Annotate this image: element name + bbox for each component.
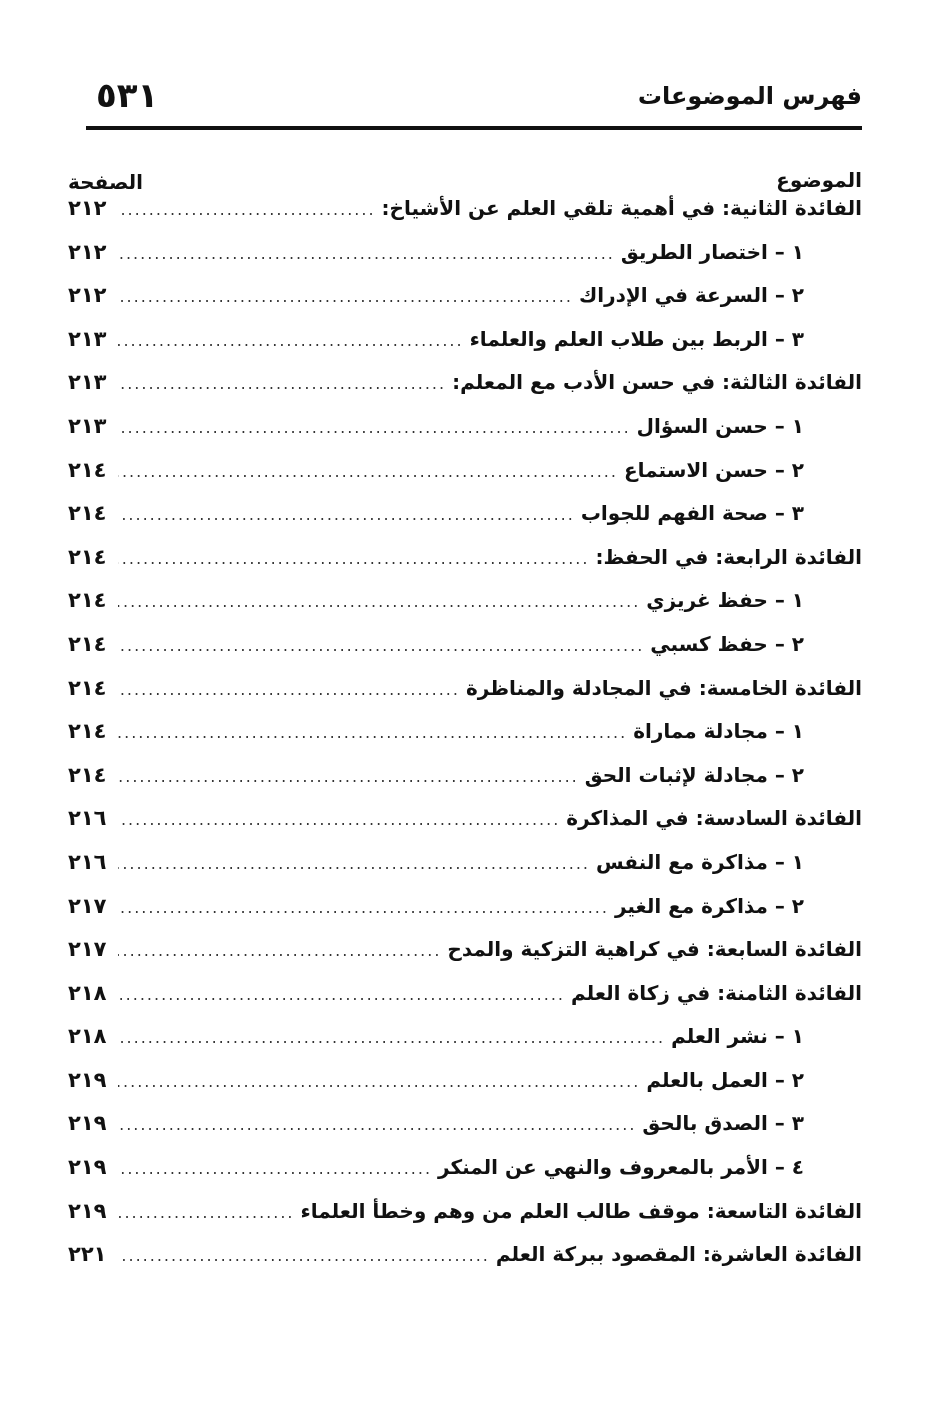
toc-entry [68, 240, 862, 284]
toc-entry-page: ٢١٢ [68, 239, 107, 264]
dot-leader [118, 1159, 432, 1178]
toc-entry [68, 1242, 862, 1286]
toc-entry-title: ١ – نشر العلم [671, 1024, 804, 1049]
running-header [86, 76, 862, 130]
toc-entry-page: ٢١٧ [68, 893, 107, 918]
toc-entry-page: ٢١٩ [68, 1067, 107, 1092]
toc-entry-page: ٢١٨ [68, 980, 107, 1005]
toc-entry [68, 850, 862, 894]
toc-entry-title: الفائدة العاشرة: المقصود ببركة العلم [495, 1242, 862, 1267]
dot-leader [118, 767, 579, 786]
toc-entry-title: ١ – حفظ غريزي [646, 588, 804, 613]
toc-entry [68, 676, 862, 720]
toc-entry [68, 1068, 862, 1112]
column-heading-page: الصفحة [68, 170, 144, 194]
toc-entry-page: ٢١٣ [68, 413, 107, 438]
dot-leader [118, 1028, 665, 1047]
toc-entry-title: ٣ – الربط بين طلاب العلم والعلماء [469, 326, 804, 351]
table-of-contents [68, 196, 862, 1286]
dot-leader [118, 1203, 295, 1222]
toc-entry-title: ٤ – الأمر بالمعروف والنهي عن المنكر [438, 1155, 804, 1180]
dot-leader [118, 941, 441, 960]
toc-entry-page: ٢١٤ [68, 588, 107, 613]
toc-entry-title: الفائدة السادسة: في المذاكرة [566, 806, 862, 831]
dot-leader [118, 418, 631, 437]
toc-entry-page: ٢٢١ [68, 1242, 107, 1267]
toc-entry-page: ٢١٦ [68, 806, 107, 831]
toc-entry-title: ٢ – العمل بالعلم [646, 1067, 804, 1092]
toc-entry-title: الفائدة الثانية: في أهمية تلقي العلم عن الأشياخ: [381, 196, 862, 220]
toc-entry-title: الفائدة الخامسة: في المجادلة والمناظرة [465, 675, 862, 700]
dot-leader [118, 200, 376, 219]
header-title: فهرس الموضوعات [637, 82, 862, 110]
toc-entry-page: ٢١٤ [68, 762, 107, 787]
column-heading-topic: الموضوع [776, 168, 862, 192]
toc-entry-title: ١ – مذاكرة مع النفس [596, 849, 804, 874]
toc-entry-title: ٢ – حفظ كسبي [650, 631, 804, 656]
toc-entry [68, 545, 862, 589]
toc-entry [68, 370, 862, 414]
toc-entry-page: ٢١٩ [68, 1155, 107, 1180]
dot-leader [118, 723, 627, 742]
toc-entry-title: ٢ – السرعة في الإدراك [578, 283, 804, 308]
toc-entry-page: ٢١٤ [68, 457, 107, 482]
toc-entry [68, 1199, 862, 1243]
toc-entry-page: ٢١٤ [68, 675, 107, 700]
toc-entry [68, 763, 862, 807]
toc-entry-page: ٢١٣ [68, 370, 107, 395]
toc-entry [68, 1111, 862, 1155]
toc-entry-title: ٣ – الصدق بالحق [642, 1111, 804, 1136]
toc-entry-title: الفائدة الثامنة: في زكاة العلم [571, 980, 862, 1005]
toc-entry-title: ٢ – مجادلة لإثبات الحق [584, 762, 804, 787]
toc-entry [68, 327, 862, 371]
dot-leader [118, 374, 446, 393]
dot-leader [118, 810, 560, 829]
dot-leader [118, 331, 464, 350]
toc-entry-title: ١ – حسن السؤال [636, 413, 804, 438]
dot-leader [118, 549, 589, 568]
dot-leader [118, 505, 575, 524]
toc-entry-page: ٢١٣ [68, 326, 107, 351]
toc-entry-page: ٢١٩ [68, 1111, 107, 1136]
toc-entry-title: ١ – اختصار الطريق [620, 239, 804, 264]
toc-entry [68, 981, 862, 1025]
toc-entry-page: ٢١٤ [68, 544, 107, 569]
toc-entry-page: ٢١٢ [68, 283, 107, 308]
dot-leader [118, 287, 573, 306]
toc-entry [68, 806, 862, 850]
toc-entry-page: ٢١٤ [68, 631, 107, 656]
toc-entry [68, 719, 862, 763]
toc-entry [68, 458, 862, 502]
dot-leader [118, 1246, 490, 1265]
page-number: ٥٣١ [96, 76, 159, 116]
dot-leader [118, 244, 615, 263]
dot-leader [118, 680, 460, 699]
dot-leader [118, 636, 644, 655]
toc-entry-page: ٢١٤ [68, 501, 107, 526]
toc-entry-title: الفائدة الرابعة: في الحفظ: [595, 544, 862, 569]
dot-leader [118, 854, 590, 873]
dot-leader [118, 985, 565, 1004]
toc-entry [68, 414, 862, 458]
toc-entry-page: ٢١٩ [68, 1198, 107, 1223]
toc-entry [68, 588, 862, 632]
dot-leader [118, 1072, 640, 1091]
toc-entry [68, 632, 862, 676]
toc-entry [68, 937, 862, 981]
toc-entry-title: الفائدة التاسعة: موقف طالب العلم من وهم وخطأ العلماء [300, 1198, 862, 1223]
toc-entry-title: الفائدة الثالثة: في حسن الأدب مع المعلم: [452, 370, 862, 395]
toc-entry-page: ٢١٨ [68, 1024, 107, 1049]
dot-leader [118, 462, 618, 481]
toc-entry-title: الفائدة السابعة: في كراهية التزكية والمدح [447, 937, 862, 962]
toc-entry-page: ٢١٦ [68, 849, 107, 874]
dot-leader [118, 898, 609, 917]
toc-entry [68, 196, 862, 240]
toc-entry-title: ١ – مجادلة مماراة [633, 719, 804, 744]
toc-entry-page: ٢١٤ [68, 719, 107, 744]
toc-entry [68, 894, 862, 938]
toc-entry-title: ٣ – صحة الفهم للجواب [580, 501, 804, 526]
toc-entry [68, 1024, 862, 1068]
toc-entry [68, 1155, 862, 1199]
toc-entry-title: ٢ – حسن الاستماع [623, 457, 804, 482]
dot-leader [118, 592, 640, 611]
toc-entry-page: ٢١٢ [68, 196, 107, 220]
toc-entry [68, 501, 862, 545]
toc-entry [68, 283, 862, 327]
toc-entry-title: ٢ – مذاكرة مع الغير [614, 893, 804, 918]
dot-leader [118, 1115, 636, 1134]
toc-entry-page: ٢١٧ [68, 937, 107, 962]
